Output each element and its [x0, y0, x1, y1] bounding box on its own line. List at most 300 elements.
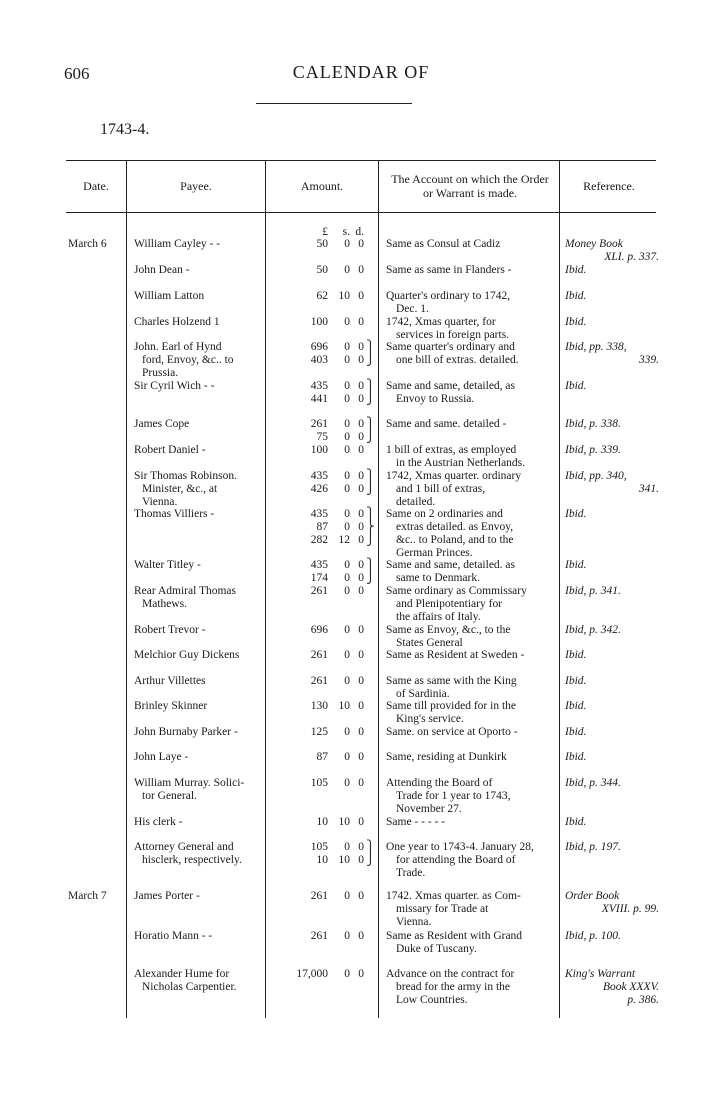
- row-reference: [565, 470, 659, 496]
- row-account-line: Low Countries.: [396, 994, 468, 1006]
- row-account: [386, 470, 556, 509]
- row-reference: [565, 444, 659, 457]
- row-account-line: Same, residing at Dunkirk: [386, 751, 507, 763]
- pounds-value: 130: [310, 700, 328, 712]
- row-account: [386, 890, 556, 929]
- column-rule-1: [126, 160, 127, 1018]
- row-payee-line: Nicholas Carpentier.: [142, 981, 237, 993]
- row-payee: [134, 585, 264, 611]
- row-account-line: 1742, Xmas quarter, for: [386, 316, 496, 328]
- row-amount: [266, 418, 378, 444]
- row-payee-line: Charles Holzend 1: [134, 316, 220, 328]
- pence-value: 0: [358, 341, 364, 353]
- row-account: [386, 380, 556, 406]
- row-account-line: Same ordinary as Commissary: [386, 585, 527, 597]
- row-account-line: Duke of Tuscany.: [396, 943, 477, 955]
- row-payee-line: Robert Daniel -: [134, 444, 206, 456]
- pounds-value: 261: [310, 418, 328, 430]
- row-payee-line: William Cayley - -: [134, 238, 221, 250]
- row-payee-line: Rear Admiral Thomas: [134, 585, 236, 597]
- pence-value: 0: [358, 559, 364, 571]
- row-payee: [134, 930, 264, 943]
- row-amount: [266, 444, 378, 457]
- row-payee: [134, 890, 264, 903]
- row-payee: [134, 290, 264, 303]
- row-account-line: Envoy to Russia.: [396, 393, 475, 405]
- brace-mark: ⎬: [366, 521, 375, 533]
- shillings-value: 0: [344, 930, 350, 942]
- amount-line: [266, 521, 378, 534]
- shillings-value: 0: [344, 726, 350, 738]
- shillings-value: 0: [344, 393, 350, 405]
- amount-line: [266, 572, 378, 585]
- row-reference-line: 341.: [638, 483, 659, 495]
- brace-mark: ⎫: [366, 470, 375, 482]
- shillings-value: 0: [344, 238, 350, 250]
- row-account-line: and 1 bill of extras,: [396, 483, 486, 495]
- header-payee: Payee.: [180, 179, 212, 193]
- pence-value: 0: [358, 572, 364, 584]
- row-account-line: Trade.: [396, 867, 426, 879]
- row-payee: [134, 649, 264, 662]
- row-reference-line: Ibid, p. 339.: [565, 444, 621, 456]
- pence-value: 0: [358, 534, 364, 546]
- pounds-symbol: £: [322, 226, 328, 238]
- row-payee: [134, 341, 264, 380]
- row-account-line: extras detailed. as Envoy,: [396, 521, 514, 533]
- row-reference-line: Book XXXV.: [603, 981, 659, 993]
- pence-value: 0: [358, 854, 364, 866]
- row-reference-line: 339.: [638, 354, 659, 366]
- pence-value: 0: [358, 431, 364, 443]
- pounds-value: 435: [310, 559, 328, 571]
- row-account: [386, 444, 556, 470]
- amount-line: [266, 470, 378, 483]
- shillings-value: 0: [344, 431, 350, 443]
- row-reference-line: Ibid.: [565, 675, 587, 687]
- pence-value: 0: [358, 380, 364, 392]
- pounds-value: 261: [310, 890, 328, 902]
- row-account-line: the affairs of Italy.: [396, 611, 481, 623]
- row-payee: [134, 841, 264, 867]
- row-amount: [266, 726, 378, 739]
- row-payee-line: Thomas Villiers -: [134, 508, 215, 520]
- amount-line: [266, 238, 378, 251]
- row-account-line: Attending the Board of: [386, 777, 493, 789]
- amount-line: [266, 264, 378, 277]
- pounds-value: 62: [316, 290, 328, 302]
- row-amount: [266, 649, 378, 662]
- shillings-value: 12: [338, 534, 350, 546]
- pounds-value: 87: [316, 521, 328, 533]
- row-account: [386, 841, 556, 880]
- shillings-value: 10: [338, 854, 350, 866]
- shillings-value: 0: [344, 418, 350, 430]
- row-account: [386, 751, 556, 764]
- row-payee: [134, 380, 264, 393]
- row-account-line: Same and same, detailed. as: [386, 559, 516, 571]
- row-payee: [134, 559, 264, 572]
- amount-line: [266, 854, 378, 867]
- pence-value: 0: [358, 890, 364, 902]
- row-account-line: services in foreign parts.: [396, 329, 510, 341]
- row-amount: [266, 585, 378, 598]
- row-account: [386, 649, 556, 662]
- pence-symbol: d.: [355, 226, 364, 238]
- row-amount: [266, 264, 378, 277]
- shillings-value: 0: [344, 341, 350, 353]
- pounds-value: 282: [310, 534, 328, 546]
- brace-mark: ⎭: [366, 534, 375, 546]
- row-reference: [565, 316, 659, 329]
- pounds-value: 435: [310, 470, 328, 482]
- row-payee-line: William Latton: [134, 290, 205, 302]
- row-reference: [565, 649, 659, 662]
- pounds-value: 261: [310, 585, 328, 597]
- row-account: [386, 264, 556, 277]
- row-reference-line: XLI. p. 337.: [604, 251, 659, 263]
- row-account-line: States General: [396, 637, 463, 649]
- row-account: [386, 726, 556, 739]
- row-payee: [134, 816, 264, 829]
- shillings-value: 0: [344, 751, 350, 763]
- pence-value: 0: [358, 470, 364, 482]
- header-account: The Account on which the Order or Warrant is made.: [391, 172, 549, 200]
- row-account-line: and Plenipotentiary for: [396, 598, 503, 610]
- row-account-line: &c.. to Poland, and to the: [396, 534, 514, 546]
- pence-value: 0: [358, 238, 364, 250]
- shillings-value: 0: [344, 890, 350, 902]
- row-reference-line: Ibid.: [565, 649, 587, 661]
- row-payee-line: Sir Cyril Wich - -: [134, 380, 215, 392]
- row-payee-line: William Murray. Solici-: [134, 777, 245, 789]
- row-payee-line: Vienna.: [142, 496, 178, 508]
- pence-value: 0: [358, 585, 364, 597]
- shillings-value: 0: [344, 841, 350, 853]
- shillings-value: 10: [338, 700, 350, 712]
- row-payee: [134, 444, 264, 457]
- brace-mark: ⎫: [366, 380, 375, 392]
- row-amount: [266, 751, 378, 764]
- pounds-value: 87: [316, 751, 328, 763]
- row-account-line: in the Austrian Netherlands.: [396, 457, 526, 469]
- row-reference-line: Ibid, p. 344.: [565, 777, 621, 789]
- row-amount: [266, 508, 378, 547]
- row-payee-line: John Laye -: [134, 751, 189, 763]
- amount-line: [266, 444, 378, 457]
- amount-line: [266, 649, 378, 662]
- row-payee-line: James Cope: [134, 418, 190, 430]
- row-account-line: Same as Envoy, &c., to the: [386, 624, 511, 636]
- pence-value: 0: [358, 726, 364, 738]
- pounds-value: 100: [310, 316, 328, 328]
- shillings-value: 0: [344, 521, 350, 533]
- brace-mark: ⎭: [366, 483, 375, 495]
- amount-line: [266, 841, 378, 854]
- amount-line: [266, 316, 378, 329]
- amount-line: [266, 290, 378, 303]
- row-reference-line: Order Book: [565, 890, 620, 902]
- pence-value: 0: [358, 751, 364, 763]
- row-reference: [565, 380, 659, 393]
- row-amount: [266, 700, 378, 713]
- shillings-value: 0: [344, 470, 350, 482]
- row-account: [386, 418, 556, 431]
- row-reference-line: Ibid, p. 341.: [565, 585, 621, 597]
- row-account: [386, 930, 556, 956]
- row-reference: [565, 585, 659, 598]
- shillings-value: 0: [344, 380, 350, 392]
- header-date: Date.: [83, 179, 109, 193]
- amount-line: [266, 726, 378, 739]
- row-payee-line: Horatio Mann - -: [134, 930, 213, 942]
- row-payee: [134, 624, 264, 637]
- brace-mark: ⎭: [366, 572, 375, 584]
- row-reference-line: Ibid.: [565, 700, 587, 712]
- row-account: [386, 624, 556, 650]
- row-account-line: Same as same in Flanders -: [386, 264, 512, 276]
- row-payee-line: Arthur Villettes: [134, 675, 206, 687]
- pence-value: 0: [358, 675, 364, 687]
- row-reference-line: Ibid.: [565, 508, 587, 520]
- row-amount: [266, 380, 378, 406]
- row-account-line: for attending the Board of: [396, 854, 516, 866]
- row-payee: [134, 968, 264, 994]
- pounds-value: 261: [310, 930, 328, 942]
- row-reference-line: Ibid, p. 342.: [565, 624, 621, 636]
- row-amount: [266, 890, 378, 903]
- row-account-line: Trade for 1 year to 1743,: [396, 790, 511, 802]
- row-account-line: Same as Consul at Cadiz: [386, 238, 501, 250]
- shillings-value: 0: [344, 508, 350, 520]
- row-amount: [266, 816, 378, 829]
- row-payee-line: John Burnaby Parker -: [134, 726, 238, 738]
- row-account-line: Same and same. detailed -: [386, 418, 507, 430]
- row-payee-line: His clerk -: [134, 816, 183, 828]
- brace-mark: ⎫: [366, 341, 375, 353]
- amount-line: [266, 534, 378, 547]
- shillings-value: 0: [344, 624, 350, 636]
- row-payee-line: Robert Trevor -: [134, 624, 206, 636]
- row-amount: [266, 290, 378, 303]
- row-amount: [266, 675, 378, 688]
- row-payee-line: ford, Envoy, &c.. to: [142, 354, 234, 366]
- pence-value: 0: [358, 508, 364, 520]
- pounds-value: 174: [310, 572, 328, 584]
- row-reference-line: Ibid, p. 197.: [565, 841, 621, 853]
- row-account: [386, 238, 556, 251]
- row-reference-line: Ibid.: [565, 380, 587, 392]
- row-payee: [134, 700, 264, 713]
- pounds-value: 696: [310, 624, 328, 636]
- row-amount: [266, 841, 378, 867]
- pence-value: 0: [358, 393, 364, 405]
- shillings-value: 0: [344, 483, 350, 495]
- row-reference: [565, 968, 659, 1007]
- row-account-line: bread for the army in the: [396, 981, 510, 993]
- row-payee-line: Sir Thomas Robinson.: [134, 470, 237, 482]
- row-amount: [266, 316, 378, 329]
- pence-value: 0: [358, 968, 364, 980]
- amount-line: [266, 380, 378, 393]
- row-reference: [565, 930, 659, 943]
- row-payee-line: tor General.: [142, 790, 197, 802]
- row-amount: [266, 777, 378, 790]
- row-account-line: One year to 1743-4. January 28,: [386, 841, 534, 853]
- row-payee-line: James Porter -: [134, 890, 200, 902]
- row-account-line: Same and same, detailed, as: [386, 380, 516, 392]
- row-reference: [565, 290, 659, 303]
- row-account: [386, 777, 556, 816]
- pence-value: 0: [358, 264, 364, 276]
- row-reference-line: Ibid, p. 100.: [565, 930, 621, 942]
- brace-mark: ⎭: [366, 393, 375, 405]
- row-account-line: 1742, Xmas quarter. ordinary: [386, 470, 522, 482]
- row-reference: [565, 624, 659, 637]
- amount-line: [266, 431, 378, 444]
- amount-line: [266, 354, 378, 367]
- amount-line: [266, 890, 378, 903]
- row-reference-line: XVIII. p. 99.: [601, 903, 659, 915]
- shillings-value: 0: [344, 675, 350, 687]
- row-reference: [565, 264, 659, 277]
- pence-value: 0: [358, 521, 364, 533]
- shillings-value: 0: [344, 354, 350, 366]
- row-account: [386, 341, 556, 367]
- pounds-value: 261: [310, 675, 328, 687]
- row-amount: [266, 238, 378, 251]
- row-account-line: one bill of extras. detailed.: [396, 354, 519, 366]
- row-payee: [134, 508, 264, 521]
- row-reference-line: King's Warrant: [565, 968, 636, 980]
- row-amount: [266, 559, 378, 585]
- brace-mark: ⎫: [366, 508, 375, 520]
- row-amount: [266, 341, 378, 367]
- amount-line: [266, 483, 378, 496]
- pounds-value: 50: [316, 238, 328, 250]
- row-reference-line: Ibid.: [565, 559, 587, 571]
- pounds-value: 17,000: [296, 968, 328, 980]
- pence-value: 0: [358, 649, 364, 661]
- row-account-line: 1742. Xmas quarter. as Com-: [386, 890, 521, 902]
- pounds-value: 10: [316, 816, 328, 828]
- row-reference: [565, 777, 659, 790]
- column-rule-4: [559, 160, 560, 1018]
- row-payee: [134, 777, 264, 803]
- row-reference: [565, 700, 659, 713]
- pounds-value: 403: [310, 354, 328, 366]
- brace-mark: ⎫: [366, 559, 375, 571]
- pounds-value: 10: [316, 854, 328, 866]
- row-reference-line: p. 386.: [627, 994, 659, 1006]
- row-reference: [565, 751, 659, 764]
- shillings-value: 10: [338, 290, 350, 302]
- amount-line: [266, 930, 378, 943]
- row-reference-line: Ibid, pp. 338,: [565, 341, 627, 353]
- row-account-line: Advance on the contract for: [386, 968, 515, 980]
- row-account-line: same to Denmark.: [396, 572, 480, 584]
- brace-mark: ⎭: [366, 354, 375, 366]
- row-reference: [565, 238, 659, 264]
- row-amount: [266, 968, 378, 981]
- shillings-value: 0: [344, 444, 350, 456]
- row-account-line: Vienna.: [396, 916, 432, 928]
- row-payee: [134, 238, 264, 251]
- row-payee: [134, 418, 264, 431]
- title-rule: [256, 103, 412, 104]
- row-payee-line: John Dean -: [134, 264, 190, 276]
- running-title: CALENDAR OF: [292, 62, 430, 82]
- row-reference-line: Money Book: [565, 238, 623, 250]
- row-account-line: Same on 2 ordinaries and: [386, 508, 503, 520]
- amount-line: [266, 341, 378, 354]
- amount-line: [266, 968, 378, 981]
- pence-value: 0: [358, 624, 364, 636]
- row-reference: [565, 816, 659, 829]
- row-date: March 6: [68, 238, 107, 250]
- page-number: 606: [64, 64, 90, 83]
- row-account: [386, 559, 556, 585]
- amount-line: [266, 675, 378, 688]
- row-reference-line: Ibid.: [565, 726, 587, 738]
- brace-mark: ⎭: [366, 431, 375, 443]
- row-payee-line: Alexander Hume for: [134, 968, 230, 980]
- row-payee-line: Minister, &c., at: [142, 483, 218, 495]
- shillings-value: 0: [344, 585, 350, 597]
- row-reference: [565, 508, 659, 521]
- pence-value: 0: [358, 354, 364, 366]
- row-account: [386, 675, 556, 701]
- row-payee-line: Melchior Guy Dickens: [134, 649, 240, 661]
- row-payee: [134, 751, 264, 764]
- row-payee: [134, 726, 264, 739]
- amount-line: [266, 624, 378, 637]
- row-reference-line: Ibid.: [565, 264, 587, 276]
- amount-line: [266, 777, 378, 790]
- shillings-value: 0: [344, 649, 350, 661]
- table-head-rule: [66, 212, 656, 213]
- row-account-line: Same as same with the King: [386, 675, 517, 687]
- brace-mark: ⎫: [366, 418, 375, 430]
- row-account-line: missary for Trade at: [396, 903, 489, 915]
- amount-line: [266, 816, 378, 829]
- amount-line: [266, 751, 378, 764]
- row-account-line: November 27.: [396, 803, 462, 815]
- shillings-value: 0: [344, 559, 350, 571]
- row-account-line: Same - - - - -: [386, 816, 446, 828]
- row-reference-line: Ibid, pp. 340,: [565, 470, 627, 482]
- row-reference-line: Ibid.: [565, 816, 587, 828]
- row-payee: [134, 316, 264, 329]
- pence-value: 0: [358, 316, 364, 328]
- row-account-line: Same as Resident with Grand: [386, 930, 523, 942]
- pence-value: 0: [358, 290, 364, 302]
- row-reference: [565, 726, 659, 739]
- pounds-value: 50: [316, 264, 328, 276]
- amount-line: [266, 393, 378, 406]
- row-reference: [565, 559, 659, 572]
- amount-line: [266, 418, 378, 431]
- row-account-line: Same. on service at Oporto -: [386, 726, 518, 738]
- shillings-value: 0: [344, 968, 350, 980]
- row-account-line: German Princes.: [396, 547, 473, 559]
- header-amount: Amount.: [300, 179, 344, 193]
- row-reference: [565, 841, 659, 854]
- row-account-line: Same as Resident at Sweden -: [386, 649, 525, 661]
- row-reference-line: Ibid, p. 338.: [565, 418, 621, 430]
- brace-mark: ⎭: [366, 854, 375, 866]
- shillings-value: 0: [344, 316, 350, 328]
